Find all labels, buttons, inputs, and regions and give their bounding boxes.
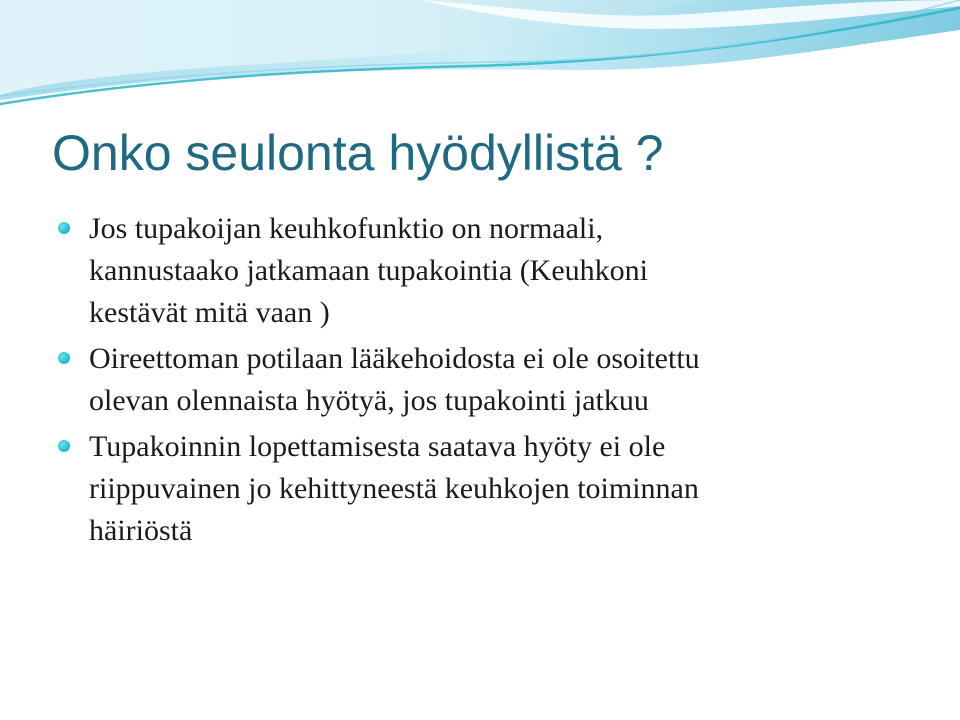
bullet-line: Jos tupakoijan keuhkofunktio on normaali,	[89, 212, 604, 245]
bullet-line: Tupakoinnin lopettamisesta saatava hyöty ei ole	[89, 430, 666, 463]
slide-title: Onko seulonta hyödyllistä ?	[52, 125, 664, 181]
bullet-dot-icon	[58, 352, 70, 364]
bullet-item	[58, 338, 878, 422]
bullet-line: kannustaako jatkamaan tupakointia (Keuhkoni	[89, 254, 648, 287]
bullet-item	[58, 208, 878, 334]
bullet-line: kestävät mitä vaan )	[89, 296, 330, 329]
bullet-line: Oireettoman potilaan lääkehoidosta ei ole osoitettu	[89, 342, 700, 375]
bullet-dot-icon	[58, 440, 70, 452]
bullet-dot-icon	[58, 222, 70, 234]
decorative-wave-header	[0, 0, 960, 110]
bullet-line: riippuvainen jo kehittyneestä keuhkojen toiminnan	[89, 472, 699, 505]
bullet-list	[58, 208, 878, 556]
bullet-line: olevan olennaista hyötyä, jos tupakointi jatkuu	[89, 384, 649, 417]
bullet-line: häiriöstä	[89, 514, 193, 547]
bullet-item	[58, 426, 878, 552]
